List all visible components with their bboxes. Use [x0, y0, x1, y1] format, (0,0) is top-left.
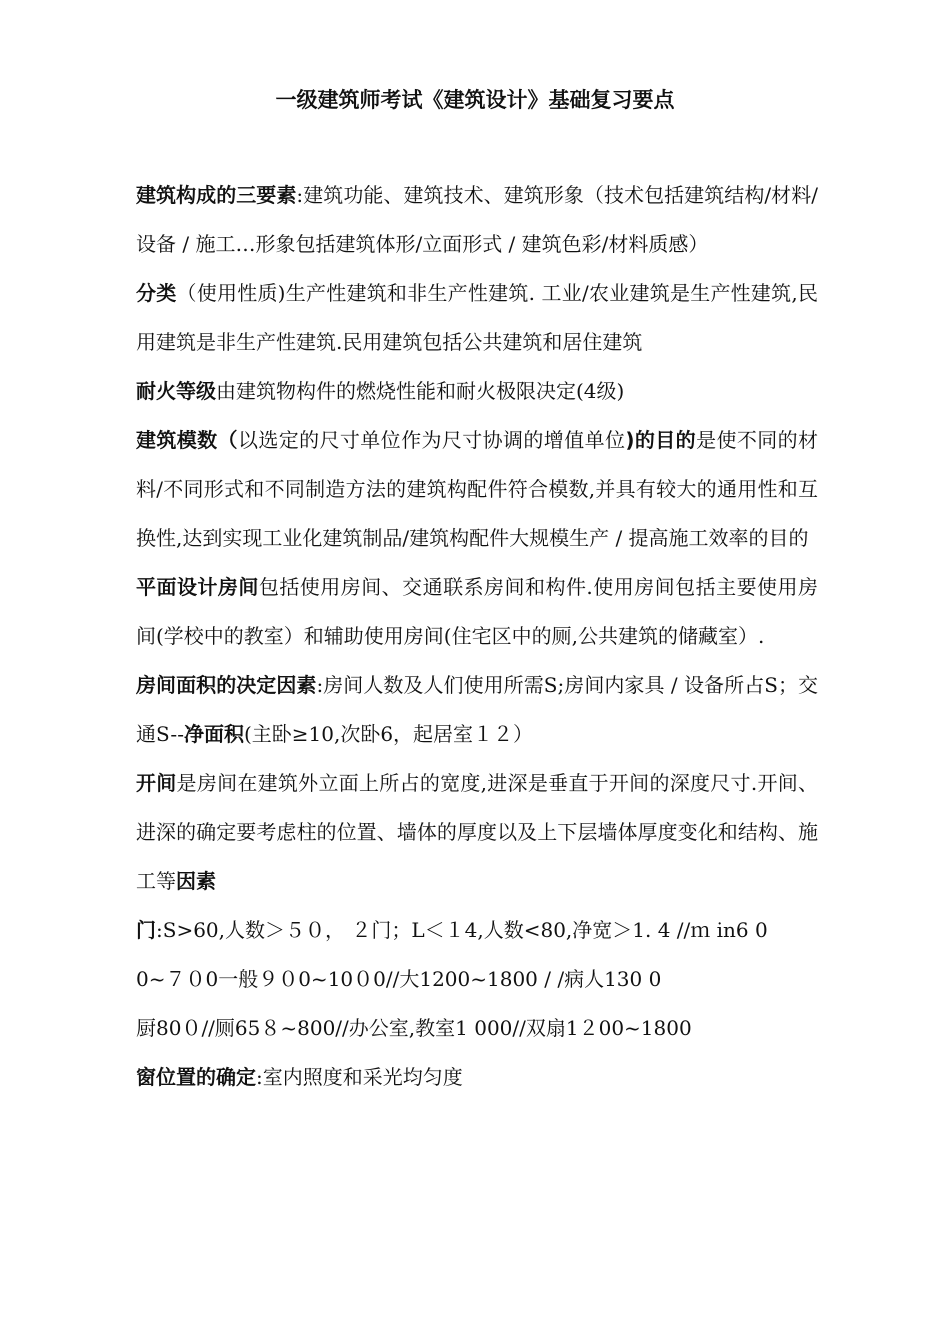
door-text: :S>60,人数＞５０， ２门；L＜１4,人数<80,净宽＞1. 4 //ｍ in6 0 [156, 918, 768, 942]
paragraph-text: 包括使用房间、交通联系房间和构件.使用房间包括主要使用房间(学校中的教室）和辅助使用房间(住宅区中的厕,公共建筑的储藏室）. [136, 575, 818, 648]
paragraph-text: :房间人数及人们使用所需S;房间内家具 / 设备所占S；交通S-- [136, 673, 819, 746]
door-line [136, 906, 818, 955]
door-text: 厨80０//厕65８~800//办公室,教室1 000//双扇1２00~1800 [136, 1016, 692, 1040]
door-text: 0~７０0一般９０0~10０0//大1200~1800 / /病人130 0 [136, 967, 662, 991]
document-body [136, 171, 818, 1102]
paragraph-text: 是使不同的材料/不同形式和不同制造方法的建筑构配件符合模数,并具有较大的通用性和互换性,达到实现工业化建筑制品/建筑构配件大规模生产 / 提高施工效率的目的 [136, 428, 819, 550]
door-heading: 门 [136, 918, 156, 942]
door-line [136, 955, 818, 1004]
paragraph-p4 [136, 416, 818, 563]
paragraph-term: 建筑构成的三要素 [136, 183, 297, 207]
paragraph-text: 由建筑物构件的燃烧性能和耐火极限决定(4级) [216, 379, 625, 403]
window-heading: 窗位置的确定 [136, 1065, 256, 1089]
window-line [136, 1053, 818, 1102]
paragraph-term: 平面设计房间 [136, 575, 259, 599]
paragraph-text: (主卧≥10,次卧6，起居室１２） [243, 722, 534, 746]
paragraph-p1 [136, 171, 818, 269]
paragraph-text: （使用性质)生产性建筑和非生产性建筑. 工业/农业建筑是生产性建筑,民用建筑是非生产性建筑.民用建筑包括公共建筑和居住建筑 [136, 281, 818, 354]
paragraph-term: 因素 [176, 869, 216, 893]
paragraph-term: 房间面积的决定因素 [136, 673, 317, 697]
door-section [136, 906, 818, 1053]
paragraph-term: 耐火等级 [136, 379, 216, 403]
paragraph-term: )的目的 [625, 428, 697, 452]
paragraph-text: 以选定的尺寸单位作为尺寸协调的增值单位 [237, 428, 626, 452]
paragraph-p5 [136, 563, 818, 661]
paragraph-list [136, 171, 818, 906]
paragraph-term: 开间 [136, 771, 177, 795]
window-text: :室内照度和采光均匀度 [256, 1065, 463, 1089]
paragraph-text: :建筑功能、建筑技术、建筑形象（技术包括建筑结构/材料/设备 / 施工…形象包括建筑体形/立面形式 / 建筑色彩/材料质感） [136, 183, 819, 256]
paragraph-term: 分类 [136, 281, 177, 305]
page-title: 一级建筑师考试《建筑设计》基础复习要点 [275, 88, 675, 112]
paragraph-p3 [136, 367, 818, 416]
paragraph-p6 [136, 661, 818, 759]
paragraph-term: 建筑模数（ [136, 428, 238, 452]
paragraph-text: 是房间在建筑外立面上所占的宽度,进深是垂直于开间的深度尺寸.开间、进深的确定要考虑柱的位置、墙体的厚度以及上下层墙体厚度变化和结构、施工等 [136, 771, 818, 893]
paragraph-term: 净面积 [183, 722, 244, 746]
paragraph-p2 [136, 269, 818, 367]
paragraph-p7 [136, 759, 818, 906]
door-line [136, 1004, 818, 1053]
